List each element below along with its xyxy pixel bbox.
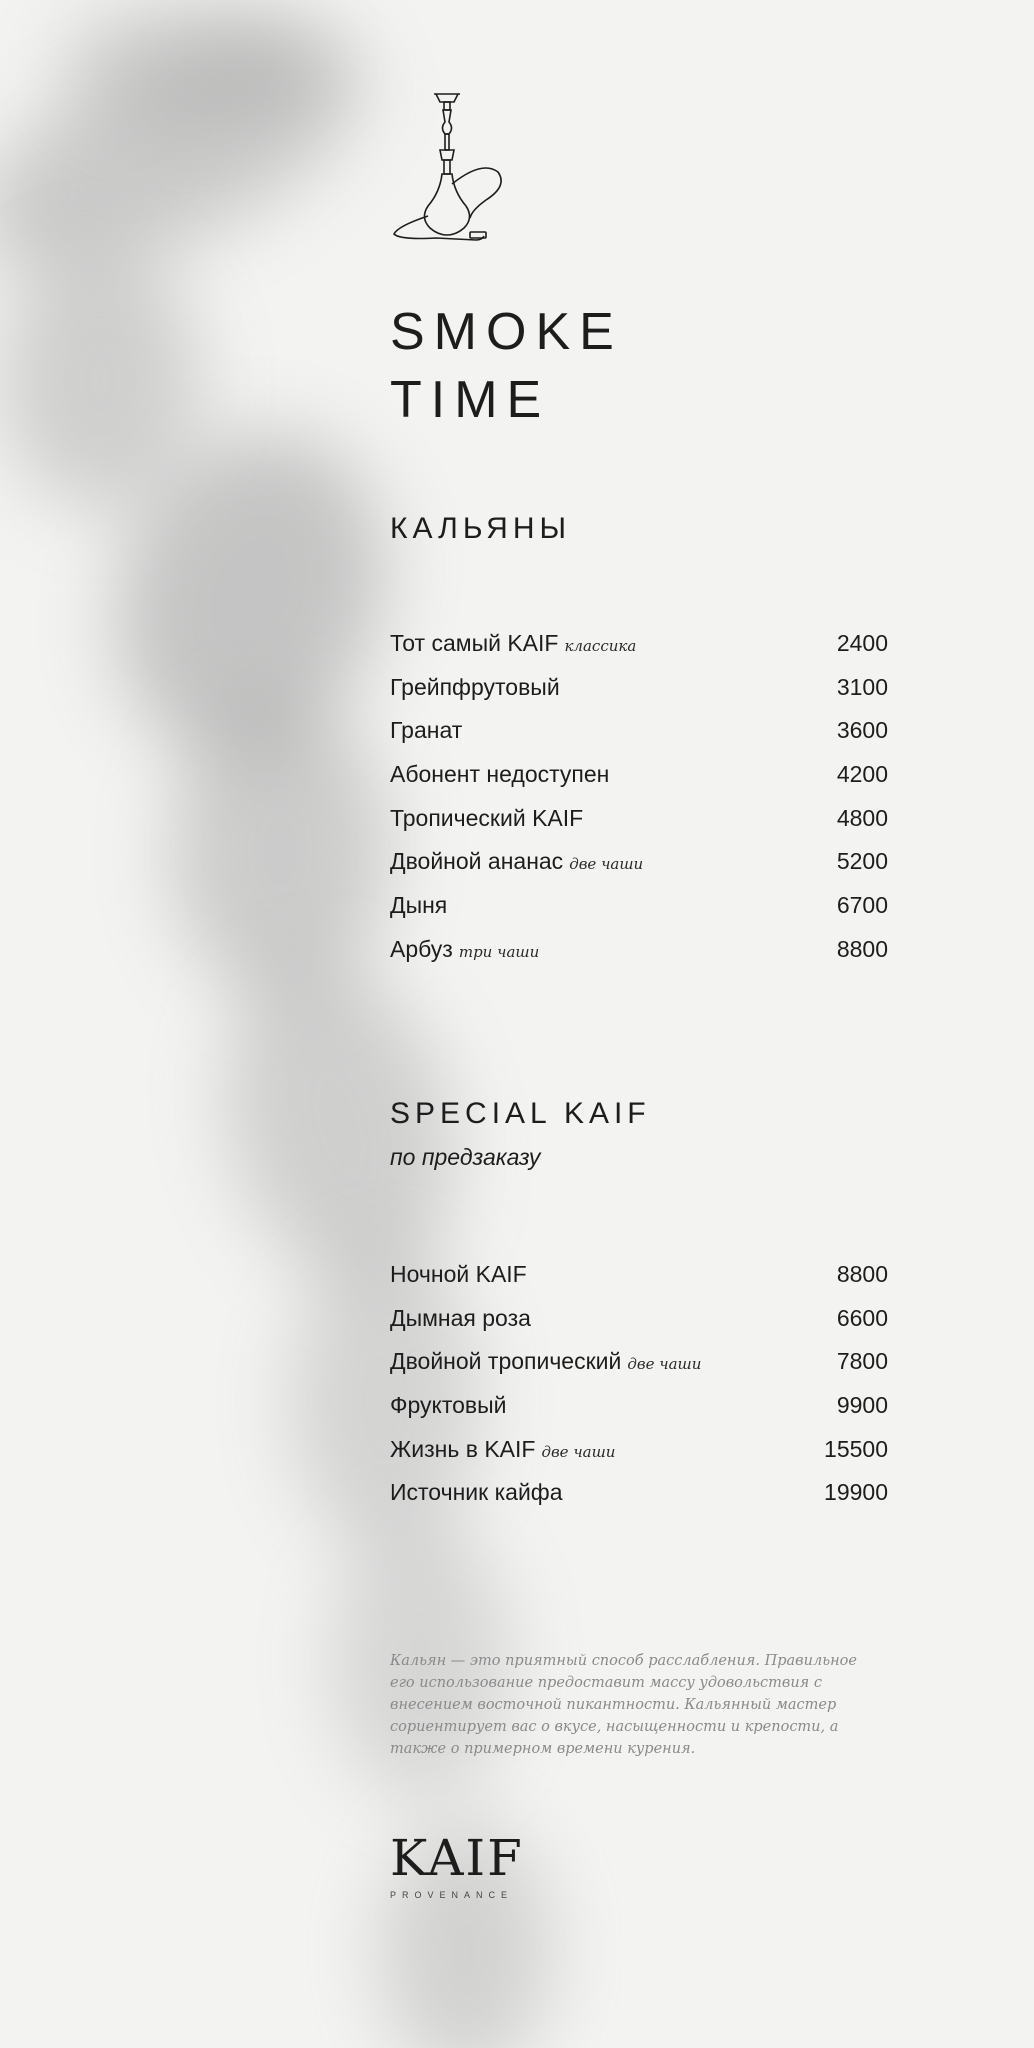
menu-item-price: 19900 [824, 1479, 888, 1506]
menu-item [390, 936, 888, 980]
item-name-text: Фруктовый [390, 1392, 507, 1419]
menu-item-name [390, 1261, 527, 1288]
menu-item-name [390, 1479, 563, 1506]
item-name-text: Ночной KAIF [390, 1261, 527, 1287]
menu-item [390, 1348, 888, 1392]
hookah-icon [390, 88, 510, 243]
menu-item-price: 15500 [824, 1435, 888, 1462]
menu-item-price: 4800 [836, 804, 888, 831]
menu-item [390, 1479, 888, 1523]
menu-item-price: 3100 [836, 673, 888, 700]
menu-item-name [390, 848, 643, 875]
menu-item [390, 1261, 888, 1305]
special-menu-list [390, 1261, 888, 1523]
logo-subtitle: PROVENANCE [390, 1890, 514, 1900]
menu-item-price: 8800 [836, 1261, 888, 1287]
menu-item-price: 5200 [836, 848, 888, 875]
menu-item-name [390, 761, 609, 788]
menu-item-name [390, 674, 560, 701]
menu-item [390, 761, 888, 805]
menu-item-name [390, 892, 447, 919]
menu-item-name [390, 805, 583, 832]
menu-item-price: 3600 [836, 717, 888, 744]
hookah-menu-list [390, 630, 888, 980]
item-name-text: Дыня [390, 892, 448, 919]
menu-item-name [390, 1305, 531, 1332]
menu-item [390, 674, 888, 718]
footer-description: Кальян — это приятный способ расслабления. Правильное его использование предоставит массу удовольствия с внесением восточной пикантности. Кальянный мастер сориентирует вас о вкусе, насыщенности и крепости, а также о примерном времени курения. [390, 1653, 857, 1757]
item-name-text: Двойной ананас [390, 848, 564, 875]
menu-item [390, 717, 888, 761]
item-name-text: Гранат [390, 717, 463, 744]
menu-item-name [390, 1436, 615, 1463]
item-name-text: Абонент недоступен [390, 761, 610, 788]
logo-mark: KAIF [390, 1829, 524, 1887]
menu-item [390, 848, 888, 892]
item-name-text: Арбуз [390, 935, 453, 962]
menu-item [390, 892, 888, 936]
item-note: две чаши [569, 855, 644, 874]
menu-item [390, 805, 888, 849]
menu-item [390, 630, 888, 674]
item-name-text: Жизнь в KAIF [390, 1435, 536, 1462]
section-title-special: SPECIAL KAIF [390, 1097, 651, 1130]
menu-item-price: 9900 [836, 1392, 888, 1419]
item-name-text: Двойной тропический [390, 1348, 622, 1375]
menu-item [390, 1305, 888, 1349]
menu-item-price: 6600 [836, 1304, 888, 1331]
menu-item-price: 8800 [836, 935, 888, 962]
item-name-text: Дымная роза [390, 1304, 531, 1331]
menu-item [390, 1392, 888, 1436]
menu-item-name [390, 1392, 507, 1419]
menu-item-price: 6700 [836, 892, 888, 919]
item-note: две чаши [627, 1355, 702, 1374]
page-title: SMOKE TIME [390, 303, 623, 429]
menu-item-name [390, 630, 636, 657]
menu-item-name [390, 936, 539, 963]
menu-item-price: 7800 [836, 1348, 888, 1375]
section-title-hookahs: КАЛЬЯНЫ [390, 512, 572, 545]
item-name-text: Тропический KAIF [390, 804, 584, 831]
menu-item-price: 4200 [836, 761, 888, 788]
item-name-text: Источник кайфа [390, 1479, 563, 1506]
menu-item-name [390, 717, 462, 744]
item-note: три чаши [458, 942, 540, 961]
item-note: две чаши [541, 1442, 616, 1461]
item-note: классика [564, 637, 637, 655]
item-name-text: Грейпфрутовый [390, 673, 560, 700]
brand-logo [390, 1829, 540, 1900]
menu-item-price: 2400 [836, 630, 888, 656]
menu-item [390, 1436, 888, 1480]
item-name-text: Тот самый KAIF [390, 630, 559, 656]
menu-item-name [390, 1348, 701, 1375]
special-subtitle: по предзаказу [390, 1144, 541, 1170]
